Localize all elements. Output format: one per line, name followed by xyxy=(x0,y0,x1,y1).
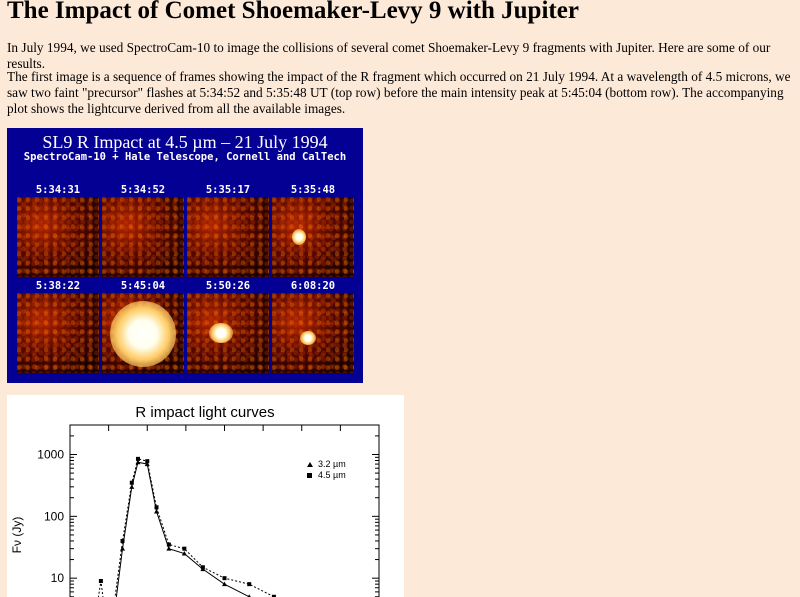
chart-marks xyxy=(92,457,313,597)
frame-label: 5:34:31 xyxy=(35,184,81,196)
data-point xyxy=(129,484,134,489)
frame-label: 6:08:20 xyxy=(290,280,336,292)
frame-label: 5:50:26 xyxy=(205,280,251,292)
lightcurve-plot[interactable] xyxy=(7,395,404,597)
frame-label: 5:38:22 xyxy=(35,280,81,292)
page-title: The Impact of Comet Shoemaker-Levy 9 with Jupiter xyxy=(7,0,579,24)
flash-spot xyxy=(292,229,306,245)
frame-image xyxy=(187,293,269,373)
legend-label: 3.2 µm xyxy=(318,459,346,469)
composite-title: SL9 R Impact at 4.5 µm – 21 July 1994 xyxy=(42,132,328,152)
frame-label: 5:35:48 xyxy=(290,184,336,196)
data-point xyxy=(247,582,251,586)
data-point xyxy=(136,457,140,461)
data-point xyxy=(222,582,227,587)
lightcurve-chart xyxy=(7,395,404,597)
main-impact-spot xyxy=(110,301,176,367)
y-tick-label: 10 xyxy=(50,571,64,586)
chart-axes xyxy=(37,425,379,597)
data-point xyxy=(120,546,125,551)
frame-label: 5:45:04 xyxy=(120,280,166,292)
data-point xyxy=(155,505,159,509)
impact-image-composite[interactable] xyxy=(7,128,363,383)
y-tick-label: 1000 xyxy=(37,447,64,462)
frame-image xyxy=(272,293,354,373)
chart-title: R impact light curves xyxy=(135,404,275,421)
plot-frame xyxy=(70,425,379,597)
frame-image xyxy=(17,197,99,277)
series-line xyxy=(95,459,311,597)
chart-legend xyxy=(307,459,346,480)
data-point xyxy=(167,543,171,547)
data-point xyxy=(166,546,171,551)
composite-subtitle: SpectroCam-10 + Hale Telescope, Cornell and CalTech xyxy=(23,151,347,163)
frame-image xyxy=(272,197,354,277)
series-line xyxy=(95,462,311,597)
frame-image xyxy=(102,293,184,373)
chart-y-axis-label: Fν (Jy) xyxy=(10,516,24,554)
legend-label: 4.5 µm xyxy=(318,470,346,480)
frame-label: 5:35:17 xyxy=(205,184,251,196)
y-tick-label: 100 xyxy=(43,509,64,524)
frame-image xyxy=(17,293,99,373)
data-point xyxy=(121,539,125,543)
data-point xyxy=(130,481,134,485)
data-point xyxy=(223,576,227,580)
legend-marker xyxy=(307,462,313,467)
data-point xyxy=(99,579,103,583)
legend-marker xyxy=(307,473,312,478)
impact-spot xyxy=(300,331,316,345)
intro-paragraph: In July 1994, we used SpectroCam-10 to image the collisions of several comet Shoemaker-Levy 9 fragments with Jupiter. Here are some of our results. xyxy=(7,40,771,71)
data-point xyxy=(182,547,186,551)
data-point xyxy=(201,565,205,569)
data-point xyxy=(145,459,149,463)
frame-image xyxy=(102,197,184,277)
description-paragraph: The first image is a sequence of frames showing the impact of the R fragment which occurred on 21 July 1994. At a wavelength of 4.5 microns, we saw two faint "precursor" flashes at 5:34:52 and 5:35:48 UT (top row) before the main intensity peak at 5:45:04 (bottom row). The accompanying plot shows the lightcurve derived from all the available images. xyxy=(7,69,791,116)
impact-spot xyxy=(209,323,233,343)
frame-label: 5:34:52 xyxy=(120,184,166,196)
frame-image xyxy=(187,197,269,277)
